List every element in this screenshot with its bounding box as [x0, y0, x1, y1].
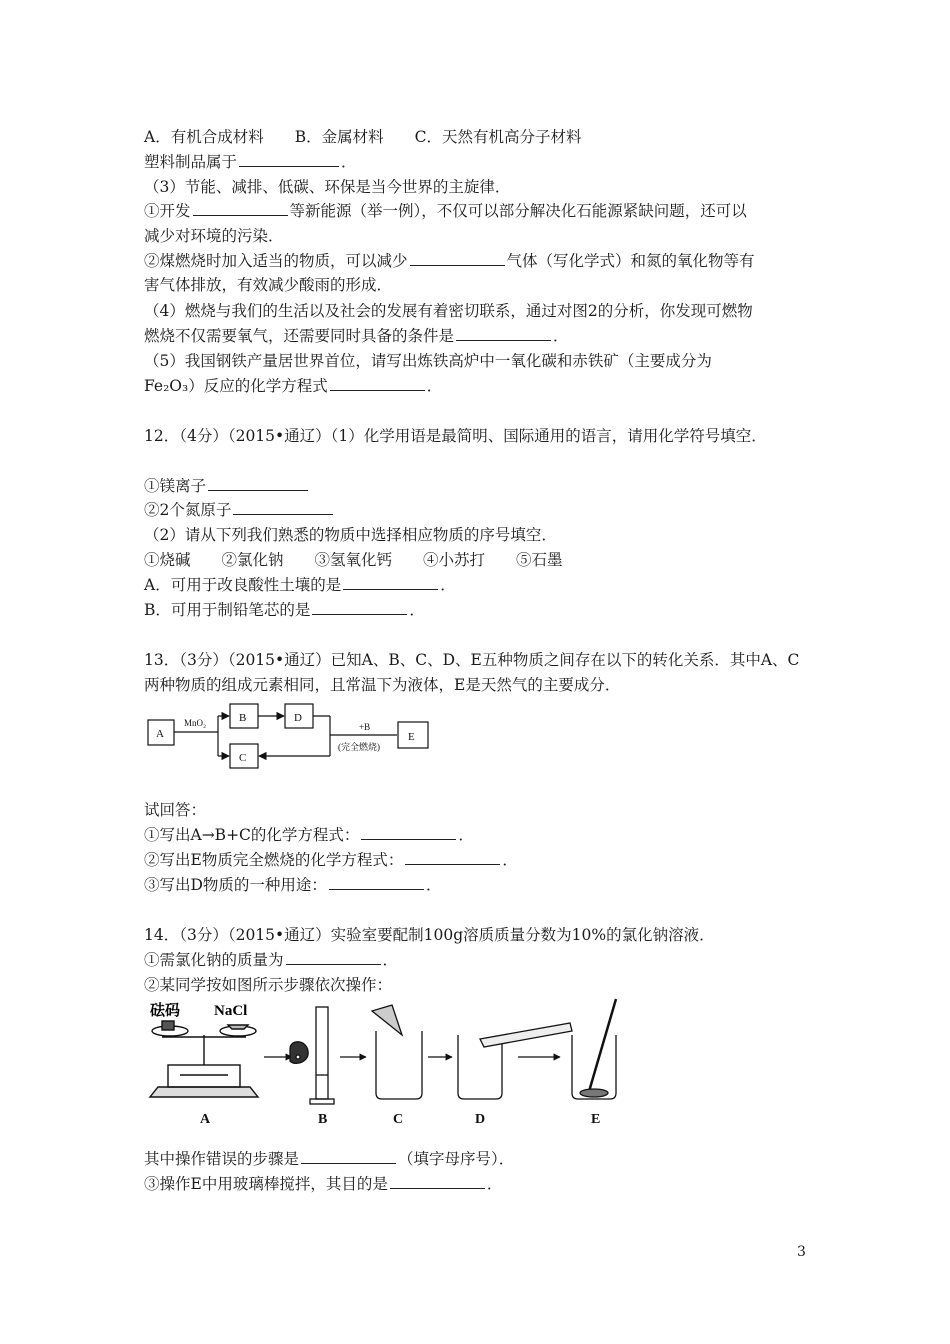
q12-b-line: B．可用于制铅笔芯的是 ．: [144, 601, 425, 619]
beaker-icon: [372, 1005, 422, 1099]
q12-item1: ①镁离子: [144, 475, 310, 497]
q13-header-line2: 两种物质的组成元素相同，且常温下为液体，E是天然气的主要成分．: [144, 676, 621, 694]
q11-part4-line2: 燃烧不仅需要氧气，还需要同时具备的条件是 ．: [144, 327, 569, 345]
q14-procedure-figure: [140, 995, 630, 1130]
box-e-label: E: [408, 731, 415, 743]
box-d-label: D: [294, 712, 302, 724]
answer-blank[interactable]: [208, 476, 308, 491]
pouring-beaker-icon: [458, 1023, 572, 1099]
step-c-label: C: [393, 1112, 404, 1127]
q13-q1: ①写出A→B+C的化学方程式： ．: [144, 826, 474, 844]
answer-blank[interactable]: [312, 600, 407, 615]
step-e-label: E: [591, 1112, 601, 1127]
q14-q2: ②某同学按如图所示步骤依次操作：: [144, 976, 393, 994]
weights-label: 砝码: [150, 1003, 181, 1019]
box-a-label: A: [156, 728, 164, 740]
answer-blank[interactable]: [343, 575, 438, 590]
q13-q3: ③写出D物质的一种用途： ．: [144, 876, 442, 894]
q11-part5-line1: （5）我国钢铁产量居世界首位，请写出炼铁高炉中一氧化碳和赤铁矿（主要成分为: [144, 352, 712, 370]
q12-item2: ②2个氮原子: [144, 499, 335, 521]
q13-q2: ②写出E物质完全燃烧的化学方程式： ．: [144, 851, 518, 869]
answer-blank[interactable]: [233, 500, 333, 515]
box-c-label: C: [239, 752, 247, 764]
q14-header: 14．（3分）（2015•通辽）实验室要配制100g溶质质量分数为10%的氯化钠溶液．: [144, 926, 715, 944]
step-b-label: B: [318, 1112, 328, 1127]
q11-p3b-line2: 害气体排放，有效减少酸雨的形成．: [144, 276, 393, 294]
answer-blank[interactable]: [405, 850, 500, 865]
q11-p3a-line: ①开发 等新能源（举一例），不仅可以部分解决化石能源紧缺问题，还可以: [144, 202, 747, 220]
nacl-label: NaCl: [214, 1003, 248, 1019]
q11-p3a-line2: 减少对环境的污染．: [144, 227, 284, 245]
q11-part4-line1: （4）燃烧与我们的生活以及社会的发展有着密切联系，通过对图2的分析，你发现可燃物: [144, 302, 753, 320]
q13-answer-intro: 试回答：: [144, 801, 207, 819]
answer-blank[interactable]: [193, 201, 288, 216]
q11-part3: （3）节能、减排、低碳、环保是当今世界的主旋律．: [144, 178, 511, 196]
measuring-cylinder-icon: [290, 1007, 334, 1104]
catalyst-label: MnO₂: [184, 718, 207, 728]
answer-blank[interactable]: [410, 251, 505, 266]
q12-header: 12．（4分）（2015•通辽）（1）化学用语是最简明、国际通用的语言，请用化学符号填空．: [144, 427, 767, 445]
q11-options: A．有机合成材料 B．金属材料 C．天然有机高分子材料: [144, 128, 582, 146]
stirring-beaker-icon: [572, 999, 616, 1099]
q14-q3: ③操作E中用玻璃棒搅拌，其目的是 ．: [144, 1175, 503, 1193]
step-a-label: A: [200, 1112, 211, 1127]
q12-a-line: A．可用于改良酸性土壤的是 ．: [144, 576, 456, 594]
page-number: 3: [797, 1244, 806, 1260]
q11-plastic-line: 塑料制品属于 ．: [144, 153, 357, 171]
q12-part2: （2）请从下列我们熟悉的物质中选择相应物质的序号填空．: [144, 526, 557, 544]
q11-p3b-line: ②煤燃烧时加入适当的物质，可以减少 气体（写化学式）和氮的氧化物等有: [144, 252, 755, 270]
answer-blank[interactable]: [456, 326, 551, 341]
q14-wrong-step: 其中操作错误的步骤是 （填字母序号）．: [144, 1150, 515, 1168]
answer-blank[interactable]: [390, 1174, 485, 1189]
answer-blank[interactable]: [301, 1149, 396, 1164]
answer-blank[interactable]: [329, 875, 424, 890]
answer-blank[interactable]: [239, 152, 339, 167]
answer-blank[interactable]: [286, 950, 381, 965]
q11-part5-line2: Fe₂O₃）反应的化学方程式 ．: [144, 377, 443, 395]
q13-conversion-diagram: [140, 700, 440, 780]
step-d-label: D: [475, 1112, 486, 1127]
q13-header-line1: 13．（3分）（2015•通辽）已知A、B、C、D、E五种物质之间存在以下的转化关系．其中A、C: [144, 651, 800, 669]
box-b-label: B: [239, 712, 247, 724]
q12-choices: ①烧碱 ②氯化钠 ③氢氧化钙 ④小苏打 ⑤石墨: [144, 551, 563, 569]
reagent-label: +B: [359, 722, 371, 732]
q14-q1: ①需氯化钠的质量为 ．: [144, 951, 399, 969]
answer-blank[interactable]: [361, 825, 456, 840]
answer-blank[interactable]: [330, 376, 425, 391]
condition-label: (完全燃烧): [338, 742, 380, 752]
balance-icon: [150, 1021, 258, 1097]
